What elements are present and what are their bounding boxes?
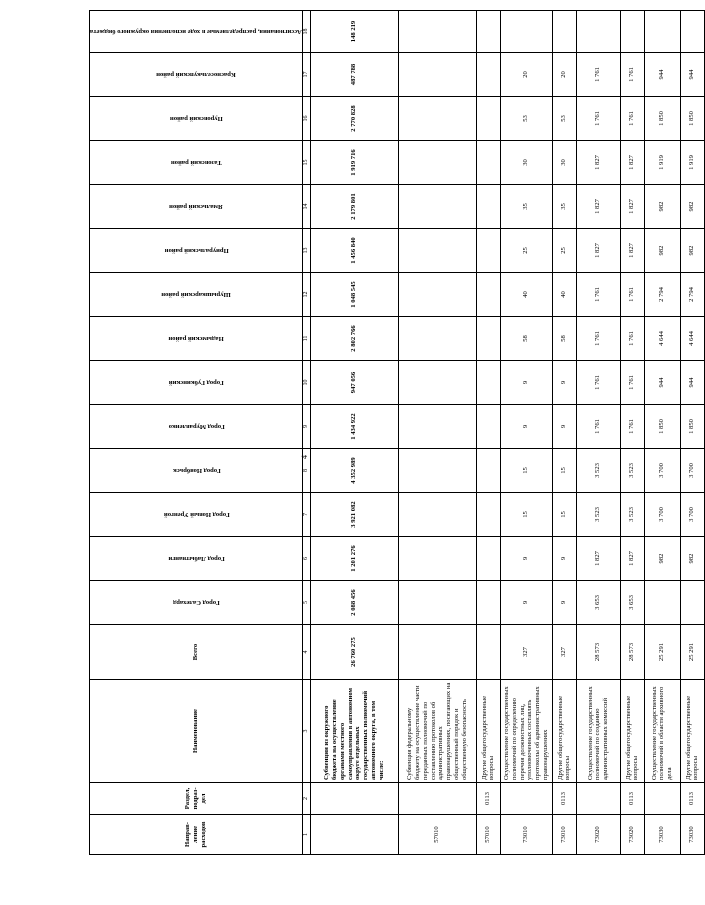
- cell-noyabrsk: 3 700: [644, 449, 680, 493]
- cell-salekhard: 9: [500, 581, 552, 625]
- cell-purovsky: 1 850: [680, 97, 704, 141]
- cell-noyabrsk: [476, 449, 500, 493]
- header-total: Всего: [90, 625, 303, 680]
- cell-nadym: 58: [500, 317, 552, 361]
- cell-novy-urengoy: [398, 493, 476, 537]
- cell-salekhard: 2 088 456: [310, 581, 398, 625]
- cell-muravlenko: 1 761: [576, 405, 620, 449]
- cell-gubkinsky: 9: [552, 361, 576, 405]
- cell-purovsky: 53: [500, 97, 552, 141]
- header-shuryshkar: Шурышкарский район: [90, 273, 303, 317]
- cell-direction: 73010: [500, 815, 552, 855]
- cell-priuralsky: 1 456 840: [310, 229, 398, 273]
- cell-nadym: 1 761: [576, 317, 620, 361]
- table-row-73010-0113: [552, 11, 576, 855]
- cell-unallocated: [620, 11, 644, 53]
- cell-muravlenko: 1 850: [644, 405, 680, 449]
- cell-salekhard: 3 653: [620, 581, 644, 625]
- cell-shuryshkar: 2 794: [680, 273, 704, 317]
- cell-name: Осуществление государственных полномочий в области архивного дела: [644, 680, 680, 783]
- cell-novy-urengoy: 3 921 082: [310, 493, 398, 537]
- header-gubkinsky: Город Губкинский: [90, 361, 303, 405]
- cell-name: Осуществление государственных полномочий по определению перечня должностных лиц, уполномоченных составлять протоколы об административных правонарушениях: [500, 680, 552, 783]
- cell-shuryshkar: [476, 273, 500, 317]
- budget-table: [89, 10, 705, 855]
- cell-tazovsky: 1 919 716: [310, 141, 398, 185]
- cell-yamalsky: [476, 185, 500, 229]
- header-tazovsky: Тазовский район: [90, 141, 303, 185]
- cell-krasnoselkup: 1 761: [620, 53, 644, 97]
- cell-novy-urengoy: [476, 493, 500, 537]
- page-number: 4: [300, 455, 309, 459]
- table-row-73030: [644, 11, 680, 855]
- column-number: 5: [302, 581, 310, 625]
- cell-novy-urengoy: 3 523: [620, 493, 644, 537]
- table-row-73030-0113: [680, 11, 704, 855]
- cell-nadym: 58: [552, 317, 576, 361]
- cell-unallocated: [398, 11, 476, 53]
- cell-yamalsky: 982: [644, 185, 680, 229]
- cell-name: Другие общегосударственные вопросы: [620, 680, 644, 783]
- cell-nadym: 2 802 766: [310, 317, 398, 361]
- header-labytnangi: Город Лабытнанги: [90, 537, 303, 581]
- cell-noyabrsk: 3 523: [620, 449, 644, 493]
- cell-novy-urengoy: 3 523: [576, 493, 620, 537]
- table-row-57010: [398, 11, 476, 855]
- cell-muravlenko: [476, 405, 500, 449]
- cell-labytnangi: 9: [500, 537, 552, 581]
- column-number: 4: [302, 625, 310, 680]
- cell-priuralsky: [476, 229, 500, 273]
- cell-tazovsky: [398, 141, 476, 185]
- table-row-73010: [500, 11, 552, 855]
- cell-nadym: [398, 317, 476, 361]
- cell-section: 0113: [620, 783, 644, 815]
- cell-labytnangi: 1 827: [576, 537, 620, 581]
- cell-salekhard: [680, 581, 704, 625]
- cell-purovsky: 53: [552, 97, 576, 141]
- cell-tazovsky: 1 919: [680, 141, 704, 185]
- cell-krasnoselkup: 1 761: [576, 53, 620, 97]
- column-number: 13: [302, 229, 310, 273]
- cell-novy-urengoy: 3 700: [680, 493, 704, 537]
- cell-shuryshkar: 40: [500, 273, 552, 317]
- cell-labytnangi: 982: [680, 537, 704, 581]
- cell-priuralsky: 1 827: [576, 229, 620, 273]
- cell-direction: [310, 815, 398, 855]
- header-yamalsky: Ямальский район: [90, 185, 303, 229]
- cell-unallocated: [552, 11, 576, 53]
- cell-name: Другие общегосударственные вопросы: [476, 680, 500, 783]
- cell-muravlenko: 1 434 922: [310, 405, 398, 449]
- cell-muravlenko: 9: [500, 405, 552, 449]
- cell-noyabrsk: 15: [500, 449, 552, 493]
- cell-unallocated: [500, 11, 552, 53]
- cell-priuralsky: 982: [644, 229, 680, 273]
- cell-nadym: 4 644: [644, 317, 680, 361]
- cell-tazovsky: 1 919: [644, 141, 680, 185]
- cell-shuryshkar: [398, 273, 476, 317]
- column-number: 12: [302, 273, 310, 317]
- cell-tazovsky: 30: [500, 141, 552, 185]
- cell-krasnoselkup: 944: [644, 53, 680, 97]
- cell-tazovsky: 1 827: [620, 141, 644, 185]
- cell-krasnoselkup: 944: [680, 53, 704, 97]
- cell-krasnoselkup: 487 788: [310, 53, 398, 97]
- cell-unallocated: [644, 11, 680, 53]
- cell-yamalsky: 1 827: [576, 185, 620, 229]
- cell-labytnangi: [476, 537, 500, 581]
- cell-tazovsky: 30: [552, 141, 576, 185]
- table-row-73020-0113: [620, 11, 644, 855]
- cell-purovsky: [398, 97, 476, 141]
- column-number: 7: [302, 493, 310, 537]
- cell-name: Другие общегосударственные вопросы: [552, 680, 576, 783]
- header-row: [90, 11, 303, 855]
- cell-nadym: 4 644: [680, 317, 704, 361]
- header-salekhard: Город Салехард: [90, 581, 303, 625]
- header-nadym: Надымский район: [90, 317, 303, 361]
- cell-labytnangi: 982: [644, 537, 680, 581]
- cell-shuryshkar: 1 048 545: [310, 273, 398, 317]
- cell-total: 25 291: [644, 625, 680, 680]
- table-row-subventions-total: [310, 11, 398, 855]
- cell-gubkinsky: 1 761: [576, 361, 620, 405]
- cell-gubkinsky: 1 761: [620, 361, 644, 405]
- column-number: 15: [302, 141, 310, 185]
- table-row-73020: [576, 11, 620, 855]
- column-number: 10: [302, 361, 310, 405]
- column-number: 17: [302, 53, 310, 97]
- cell-priuralsky: 25: [552, 229, 576, 273]
- cell-krasnoselkup: 20: [500, 53, 552, 97]
- cell-krasnoselkup: 20: [552, 53, 576, 97]
- cell-total: 25 291: [680, 625, 704, 680]
- rotated-budget-table: [89, 17, 700, 855]
- cell-unallocated: 148 219: [310, 11, 398, 53]
- cell-direction: 73030: [680, 815, 704, 855]
- column-number: 9: [302, 405, 310, 449]
- cell-total: [476, 625, 500, 680]
- cell-nadym: [476, 317, 500, 361]
- cell-yamalsky: 982: [680, 185, 704, 229]
- cell-direction: 57010: [398, 815, 476, 855]
- cell-priuralsky: 1 827: [620, 229, 644, 273]
- cell-yamalsky: 1 827: [620, 185, 644, 229]
- header-priuralsky: Приуральский район: [90, 229, 303, 273]
- cell-shuryshkar: 2 794: [644, 273, 680, 317]
- cell-yamalsky: 2 179 801: [310, 185, 398, 229]
- cell-gubkinsky: [476, 361, 500, 405]
- header-direction: Направ-ление расходов: [90, 815, 303, 855]
- cell-muravlenko: [398, 405, 476, 449]
- header-noyabrsk: Город Ноябрьск: [90, 449, 303, 493]
- cell-labytnangi: 9: [552, 537, 576, 581]
- header-muravlenko: Город Муравленко: [90, 405, 303, 449]
- column-number: 6: [302, 537, 310, 581]
- cell-section: 0113: [476, 783, 500, 815]
- cell-total: 26 760 275: [310, 625, 398, 680]
- cell-priuralsky: 982: [680, 229, 704, 273]
- cell-purovsky: [476, 97, 500, 141]
- cell-total: 327: [500, 625, 552, 680]
- cell-direction: 73020: [576, 815, 620, 855]
- cell-shuryshkar: 1 761: [576, 273, 620, 317]
- cell-salekhard: 9: [552, 581, 576, 625]
- cell-purovsky: 1 761: [576, 97, 620, 141]
- cell-muravlenko: 1 761: [620, 405, 644, 449]
- cell-gubkinsky: 944: [644, 361, 680, 405]
- header-unallocated: Ассигнования, распределяемые в ходе исполнения окружного бюджета: [90, 11, 303, 53]
- cell-yamalsky: 35: [552, 185, 576, 229]
- cell-total: 28 573: [620, 625, 644, 680]
- column-number-row: [302, 11, 310, 855]
- cell-section: [576, 783, 620, 815]
- cell-purovsky: 1 761: [620, 97, 644, 141]
- column-number: 3: [302, 680, 310, 783]
- cell-salekhard: [398, 581, 476, 625]
- cell-name: Другие общегосударственные вопросы: [680, 680, 704, 783]
- cell-name: Субвенция федеральному бюджету на осуществление части переданных полномочий по составлению протоколов об административных правонарушениях, посягающих на общественный порядок и общественную безопасность: [398, 680, 476, 783]
- cell-noyabrsk: 3 700: [680, 449, 704, 493]
- cell-noyabrsk: 4 352 989: [310, 449, 398, 493]
- cell-total: 28 573: [576, 625, 620, 680]
- header-novy-urengoy: Город Новый Уренгой: [90, 493, 303, 537]
- column-number: 2: [302, 783, 310, 815]
- cell-novy-urengoy: 15: [500, 493, 552, 537]
- cell-section: [310, 783, 398, 815]
- cell-labytnangi: 1 201 276: [310, 537, 398, 581]
- cell-labytnangi: 1 827: [620, 537, 644, 581]
- cell-priuralsky: [398, 229, 476, 273]
- cell-unallocated: [476, 11, 500, 53]
- cell-direction: 73030: [644, 815, 680, 855]
- cell-section: [644, 783, 680, 815]
- cell-gubkinsky: [398, 361, 476, 405]
- cell-section: 0113: [552, 783, 576, 815]
- cell-direction: 73010: [552, 815, 576, 855]
- cell-krasnoselkup: [476, 53, 500, 97]
- cell-nadym: 1 761: [620, 317, 644, 361]
- column-number: 1: [302, 815, 310, 855]
- cell-gubkinsky: 9: [500, 361, 552, 405]
- column-number: 8: [302, 449, 310, 493]
- header-name: Наименование: [90, 680, 303, 783]
- cell-shuryshkar: 1 761: [620, 273, 644, 317]
- cell-section: [398, 783, 476, 815]
- cell-name: [310, 680, 398, 783]
- header-purovsky: Пуровский район: [90, 97, 303, 141]
- column-number: 16: [302, 97, 310, 141]
- cell-gubkinsky: 944: [680, 361, 704, 405]
- cell-gubkinsky: 947 056: [310, 361, 398, 405]
- cell-muravlenko: 1 850: [680, 405, 704, 449]
- cell-section: 0113: [680, 783, 704, 815]
- cell-name-main: Субвенции из окружного бюджета на осуществление органами местного самоуправления в автономном округе отдельных государственных полномочий автономного округа,: [323, 687, 377, 780]
- cell-novy-urengoy: 3 700: [644, 493, 680, 537]
- header-section: Раздел, подраз-дел: [90, 783, 303, 815]
- cell-unallocated: [576, 11, 620, 53]
- cell-direction: 73020: [620, 815, 644, 855]
- cell-tazovsky: 1 827: [576, 141, 620, 185]
- cell-total: 327: [552, 625, 576, 680]
- cell-purovsky: 1 850: [644, 97, 680, 141]
- cell-section: [500, 783, 552, 815]
- cell-labytnangi: [398, 537, 476, 581]
- cell-noyabrsk: 3 523: [576, 449, 620, 493]
- cell-yamalsky: 35: [500, 185, 552, 229]
- column-number: 11: [302, 317, 310, 361]
- cell-salekhard: [476, 581, 500, 625]
- cell-direction: 57010: [476, 815, 500, 855]
- cell-muravlenko: 9: [552, 405, 576, 449]
- cell-salekhard: [644, 581, 680, 625]
- cell-novy-urengoy: 15: [552, 493, 576, 537]
- cell-unallocated: [680, 11, 704, 53]
- cell-tazovsky: [476, 141, 500, 185]
- column-number: 18: [302, 11, 310, 53]
- cell-total: [398, 625, 476, 680]
- cell-shuryshkar: 40: [552, 273, 576, 317]
- cell-yamalsky: [398, 185, 476, 229]
- cell-krasnoselkup: [398, 53, 476, 97]
- cell-noyabrsk: 15: [552, 449, 576, 493]
- header-krasnoselkup: Красноселькупский район: [90, 53, 303, 97]
- cell-name: Осуществление государственных полномочий по созданию административных комиссий: [576, 680, 620, 783]
- column-number: 14: [302, 185, 310, 229]
- cell-salekhard: 3 653: [576, 581, 620, 625]
- cell-purovsky: 2 770 828: [310, 97, 398, 141]
- table-row-57010-0113: [476, 11, 500, 855]
- cell-priuralsky: 25: [500, 229, 552, 273]
- cell-noyabrsk: [398, 449, 476, 493]
- cell-name-sub: в том числе:: [369, 700, 385, 780]
